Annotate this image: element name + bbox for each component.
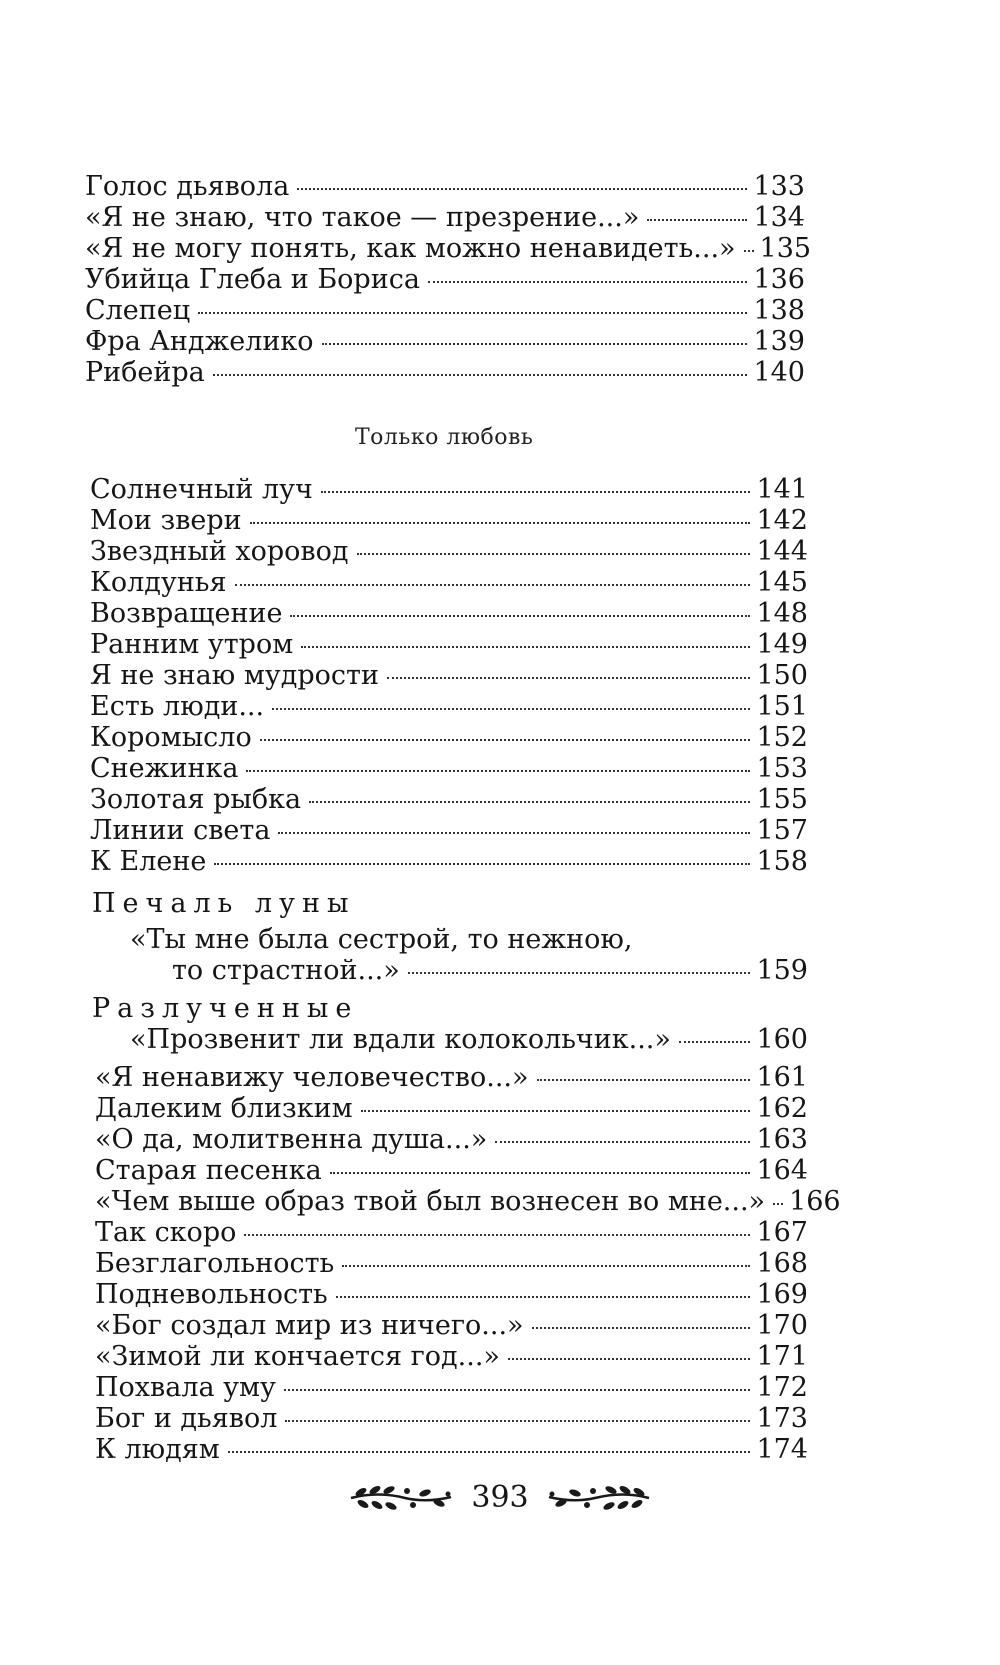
group-heading-razluch: Разлученные (92, 993, 359, 1024)
dot-leader (342, 1265, 750, 1267)
entry-title: «О да, молитвенна душа...» (95, 1124, 488, 1155)
group-subtitle-line: «Ты мне была сестрой, то нежною, (130, 924, 633, 955)
entry-title: Золотая рыбка (90, 784, 302, 815)
entry-page: 169 (756, 1279, 808, 1310)
toc-entry (95, 1094, 808, 1124)
entry-page: 133 (753, 171, 805, 202)
entry-page: 152 (756, 722, 808, 753)
entry-title: Коромысло (90, 722, 252, 753)
dot-leader (361, 1110, 751, 1112)
dot-leader (301, 646, 750, 648)
left-laurel-ornament-icon (347, 1481, 457, 1515)
entry-title: Мои звери (90, 505, 242, 536)
right-laurel-ornament-icon (543, 1481, 653, 1515)
entry-title: Солнечный луч (90, 474, 313, 505)
entry-title: Есть люди... (90, 691, 265, 722)
dot-leader (284, 1389, 751, 1391)
entry-page: 155 (756, 784, 808, 815)
dot-leader (285, 1420, 750, 1422)
group-heading-pechal: Печаль луны (92, 888, 356, 919)
toc-entry (90, 816, 808, 846)
toc-entry (90, 785, 808, 815)
dot-leader (387, 677, 750, 679)
dot-leader (213, 374, 748, 376)
entry-title: Ранним утром (90, 629, 294, 660)
dot-leader (198, 312, 747, 314)
toc-entry (172, 956, 808, 986)
dot-leader (260, 739, 751, 741)
toc-entry (90, 568, 808, 598)
toc-entry (95, 1435, 808, 1465)
entry-title: то страстной...» (172, 955, 400, 986)
dot-leader (537, 1079, 751, 1081)
section-heading: Только любовь (355, 425, 534, 450)
entry-page: 166 (789, 1186, 841, 1217)
dot-leader (235, 584, 751, 586)
toc-entry (85, 172, 805, 202)
entry-page: 153 (756, 753, 808, 784)
toc-entry (90, 475, 808, 505)
dot-leader (250, 522, 751, 524)
entry-title: «Чем выше образ твой был вознесен во мне...» (95, 1186, 766, 1217)
entry-page: 150 (756, 660, 808, 691)
entry-page: 161 (756, 1062, 808, 1093)
entry-page: 141 (756, 474, 808, 505)
entry-page: 151 (756, 691, 808, 722)
toc-entry (95, 1218, 808, 1248)
dot-leader (321, 491, 751, 493)
toc-entry (90, 692, 808, 722)
entry-title: Убийца Глеба и Бориса (85, 264, 420, 295)
entry-title: Снежинка (90, 753, 239, 784)
toc-entry (95, 1125, 808, 1155)
entry-title: «Прозвенит ли вдали колокольчик...» (130, 1024, 671, 1055)
toc-entry (95, 1373, 808, 1403)
entry-page: 164 (756, 1155, 808, 1186)
toc-entry (90, 599, 808, 629)
entry-page: 140 (753, 357, 805, 388)
entry-page: 135 (759, 233, 812, 264)
entry-page: 145 (756, 567, 808, 598)
entry-title: «Бог создал мир из ничего...» (95, 1310, 524, 1341)
toc-entry (90, 537, 808, 567)
toc-entry (95, 1186, 841, 1217)
entry-title: Колдунья (90, 567, 227, 598)
dot-leader (272, 708, 750, 710)
entry-title: Старая песенка (95, 1155, 322, 1186)
toc-entry (95, 1404, 808, 1434)
entry-title: Голос дьявола (85, 171, 290, 202)
entry-page: 148 (756, 598, 808, 629)
toc-entry (95, 1249, 808, 1279)
entry-title: Фра Анджелико (85, 326, 314, 357)
dot-leader (330, 1172, 751, 1174)
entry-title: К Елене (90, 846, 207, 877)
entry-title: Возвращение (90, 598, 283, 629)
entry-page: 174 (756, 1434, 808, 1465)
page-footer (0, 1480, 1000, 1515)
entry-page: 139 (753, 326, 805, 357)
entry-title: Похвала уму (95, 1372, 276, 1403)
toc-entry (85, 296, 805, 326)
dot-leader (322, 343, 748, 345)
entry-page: 167 (756, 1217, 808, 1248)
dot-leader (290, 615, 750, 617)
page-number: 393 (471, 1480, 529, 1515)
dot-leader (246, 770, 750, 772)
toc-entry (85, 203, 805, 233)
entry-title: «Я не могу понять, как можно ненавидеть...» (85, 233, 736, 264)
entry-page: 142 (756, 505, 808, 536)
entry-title: Рибейра (85, 357, 205, 388)
toc-entry (85, 327, 805, 357)
entry-title: Звездный хоровод (90, 536, 349, 567)
entry-page: 157 (756, 815, 808, 846)
entry-title: К людям (95, 1434, 220, 1465)
entry-page: 138 (753, 295, 805, 326)
toc-entry (95, 1342, 808, 1372)
toc-entry (90, 661, 808, 691)
dot-leader (244, 1234, 750, 1236)
entry-title: «Я ненавижу человечество...» (95, 1062, 529, 1093)
toc-entry (85, 233, 812, 264)
entry-page: 168 (756, 1248, 808, 1279)
entry-page: 149 (756, 629, 808, 660)
entry-title: Линии света (90, 815, 271, 846)
entry-page: 136 (753, 264, 805, 295)
entry-page: 163 (756, 1124, 808, 1155)
dot-leader (428, 281, 748, 283)
entry-title: «Зимой ли кончается год...» (95, 1341, 500, 1372)
entry-title: Слепец (85, 295, 191, 326)
toc-entry (85, 265, 805, 295)
dot-leader (773, 1203, 783, 1205)
entry-page: 159 (756, 955, 808, 986)
dot-leader (679, 1041, 751, 1043)
entry-title: Безглагольность (95, 1248, 335, 1279)
dot-leader (214, 863, 750, 865)
dot-leader (278, 832, 750, 834)
toc-entry (95, 1311, 808, 1341)
toc-entry (95, 1063, 808, 1093)
entry-page: 173 (756, 1403, 808, 1434)
toc-entry (95, 1156, 808, 1186)
entry-title: Я не знаю мудрости (90, 660, 379, 691)
entry-title: Бог и дьявол (95, 1403, 278, 1434)
entry-title: Подневольность (95, 1279, 328, 1310)
toc-entry (90, 506, 808, 536)
toc-entry (90, 723, 808, 753)
toc-entry (90, 630, 808, 660)
toc-entry (90, 847, 808, 877)
dot-leader (297, 188, 747, 190)
entry-page: 172 (756, 1372, 808, 1403)
dot-leader (309, 801, 750, 803)
entry-page: 144 (756, 536, 808, 567)
dot-leader (744, 250, 754, 252)
toc-entry (130, 1025, 808, 1055)
dot-leader (508, 1358, 751, 1360)
entry-title: «Я не знаю, что такое — презрение...» (85, 202, 640, 233)
entry-page: 170 (756, 1310, 808, 1341)
dot-leader (495, 1141, 750, 1143)
dot-leader (647, 219, 747, 221)
entry-page: 162 (756, 1093, 808, 1124)
dot-leader (532, 1327, 751, 1329)
entry-page: 160 (756, 1024, 808, 1055)
entry-page: 171 (756, 1341, 808, 1372)
dot-leader (228, 1451, 751, 1453)
dot-leader (357, 553, 751, 555)
toc-entry (95, 1280, 808, 1310)
entry-page: 158 (756, 846, 808, 877)
dot-leader (408, 972, 751, 974)
entry-page: 134 (753, 202, 805, 233)
entry-title: Так скоро (95, 1217, 237, 1248)
toc-entry (85, 358, 805, 388)
toc-entry (90, 754, 808, 784)
entry-title: Далеким близким (95, 1093, 353, 1124)
dot-leader (336, 1296, 751, 1298)
